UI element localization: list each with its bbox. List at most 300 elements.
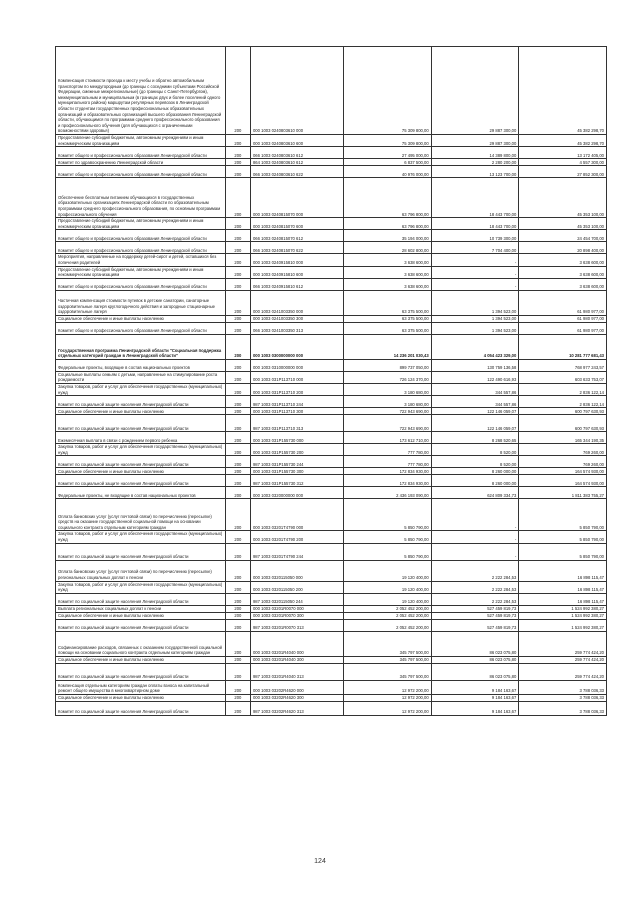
- row-remaining-cell: 1 524 992 380,27: [519, 605, 607, 612]
- row-code-cell: 200: [225, 581, 250, 593]
- table-row: [56, 396, 607, 408]
- row-remaining-cell: 769 260,00: [519, 456, 607, 468]
- row-approved-cell: 2 436 193 090,00: [344, 487, 432, 499]
- row-executed-cell: 624 809 334,73: [431, 487, 519, 499]
- row-name-cell: Комитет по социальной защите населения Ленинградской области: [56, 415, 226, 432]
- table-row: [56, 468, 607, 475]
- row-code-cell: 200: [225, 396, 250, 408]
- row-code-cell: 200: [225, 254, 250, 266]
- row-classification-cell: 000 1003 03202R4620 300: [250, 694, 343, 701]
- row-name-cell: Комитет общего и профессионального образования Ленинградской области: [56, 278, 226, 290]
- row-name-cell: Комитет по социальной защите населения Ленинградской области: [56, 396, 226, 408]
- table-row: [56, 701, 607, 715]
- row-code-cell: 200: [225, 531, 250, 543]
- row-approved-cell: 5 850 790,00: [344, 543, 432, 560]
- row-name-cell: Социальное обеспечение и иные выплаты населению: [56, 656, 226, 663]
- table-row: [56, 694, 607, 701]
- table-row: [56, 322, 607, 334]
- row-code-cell: 200: [225, 266, 250, 278]
- table-row: [56, 456, 607, 468]
- row-classification-cell: 000 1003 0300000000 000: [250, 334, 343, 359]
- row-remaining-cell: 2 836 122,14: [519, 396, 607, 408]
- row-approved-cell: 12 972 200,00: [344, 680, 432, 694]
- row-executed-cell: -: [431, 531, 519, 543]
- row-executed-cell: 13 123 700,00: [431, 166, 519, 178]
- row-approved-cell: 63 375 500,00: [344, 322, 432, 334]
- table-row: [56, 290, 607, 315]
- row-approved-cell: 3 638 600,00: [344, 266, 432, 278]
- row-code-cell: 200: [225, 612, 250, 619]
- row-approved-cell: 63 796 800,00: [344, 178, 432, 218]
- row-remaining-cell: 1 524 992 380,27: [519, 612, 607, 619]
- table-row: [56, 371, 607, 383]
- page-number: 124: [314, 858, 326, 865]
- row-approved-cell: 726 124 370,00: [344, 371, 432, 383]
- row-name-cell: Социальное обеспечение и иные выплаты населению: [56, 468, 226, 475]
- table-row: [56, 531, 607, 543]
- row-remaining-cell: 10 281 777 681,43: [519, 334, 607, 359]
- row-name-cell: Закупка товаров, работ и услуг для обеспечения государственных (муниципальных) нужд: [56, 383, 226, 395]
- row-classification-cell: 000 1003 0240815070 000: [250, 178, 343, 218]
- row-code-cell: 200: [225, 408, 250, 415]
- row-classification-cell: 000 1003 03201Т4790 000: [250, 499, 343, 531]
- row-remaining-cell: 3 788 036,33: [519, 701, 607, 715]
- row-executed-cell: 29 887 300,00: [431, 135, 519, 147]
- row-executed-cell: 8 268 520,65: [431, 432, 519, 444]
- row-classification-cell: 987 1003 03201R4040 313: [250, 663, 343, 680]
- row-remaining-cell: 61 980 977,00: [519, 290, 607, 315]
- row-executed-cell: 122 146 059,07: [431, 415, 519, 432]
- row-remaining-cell: 3 788 036,33: [519, 694, 607, 701]
- table-row: [56, 663, 607, 680]
- row-name-cell: Закупка товаров, работ и услуг для обеспечения государственных (муниципальных) нужд: [56, 444, 226, 456]
- table-row: [56, 135, 607, 147]
- row-remaining-cell: 603 633 753,07: [519, 371, 607, 383]
- table-row: [56, 487, 607, 499]
- row-executed-cell: -: [431, 266, 519, 278]
- row-remaining-cell: 16 898 115,47: [519, 560, 607, 581]
- row-code-cell: 200: [225, 371, 250, 383]
- row-executed-cell: 2 280 200,00: [431, 159, 519, 166]
- row-classification-cell: 000 1003 031P155730 000: [250, 432, 343, 444]
- row-name-cell: Государственная программа Ленинградской области "Социальная поддержка отдельных категорий граждан в Ленинградской области": [56, 334, 226, 359]
- table-row: [56, 656, 607, 663]
- row-remaining-cell: 3 788 036,33: [519, 680, 607, 694]
- row-remaining-cell: 5 850 790,00: [519, 499, 607, 531]
- row-classification-cell: 987 1003 0320115050 244: [250, 593, 343, 605]
- row-approved-cell: 3 180 680,00: [344, 396, 432, 408]
- row-code-cell: 200: [225, 593, 250, 605]
- row-approved-cell: 2 052 452 200,00: [344, 619, 432, 631]
- row-name-cell: Федеральные проекты, не входящие в состав национальных проектов: [56, 487, 226, 499]
- row-executed-cell: 86 023 075,80: [431, 663, 519, 680]
- table-row: [56, 166, 607, 178]
- row-name-cell: Комитет по социальной защите населения Ленинградской области: [56, 475, 226, 487]
- row-classification-cell: 000 1003 0240915810 000: [250, 254, 343, 266]
- row-remaining-cell: 1 524 992 380,27: [519, 619, 607, 631]
- row-classification-cell: 987 1003 03202R4620 313: [250, 701, 343, 715]
- row-executed-cell: 9 184 163,67: [431, 680, 519, 694]
- row-name-cell: Комитет по социальной защите населения Ленинградской области: [56, 619, 226, 631]
- row-code-cell: 200: [225, 230, 250, 242]
- row-name-cell: Закупка товаров, работ и услуг для обеспечения государственных (муниципальных) нужд: [56, 531, 226, 543]
- row-classification-cell: 000 1003 0241003350 000: [250, 290, 343, 315]
- table-row: [56, 415, 607, 432]
- row-executed-cell: 7 704 400,00: [431, 242, 519, 254]
- row-executed-cell: 1 394 523,00: [431, 322, 519, 334]
- table-row: [56, 254, 607, 266]
- row-executed-cell: 344 557,86: [431, 383, 519, 395]
- row-classification-cell: 000 1003 03202R4620 000: [250, 680, 343, 694]
- table-row: [56, 159, 607, 166]
- row-executed-cell: 8 260 000,00: [431, 468, 519, 475]
- row-executed-cell: 527 459 819,73: [431, 612, 519, 619]
- row-approved-cell: 722 943 690,00: [344, 408, 432, 415]
- row-remaining-cell: 61 980 977,00: [519, 315, 607, 322]
- row-classification-cell: 000 1003 0320115050 000: [250, 560, 343, 581]
- row-code-cell: 200: [225, 605, 250, 612]
- row-executed-cell: -: [431, 543, 519, 560]
- row-executed-cell: 9 184 163,67: [431, 694, 519, 701]
- table-row: [56, 499, 607, 531]
- row-name-cell: Социальные выплаты семьям с детьми, направленные на стимулирование роста рождаемости: [56, 371, 226, 383]
- row-executed-cell: 8 260 000,00: [431, 475, 519, 487]
- row-approved-cell: 28 602 800,00: [344, 242, 432, 254]
- row-classification-cell: 000 1003 0241003350 300: [250, 315, 343, 322]
- row-name-cell: Мероприятия, направленные на поддержку детей-сирот и детей, оставшихся без попечения родителей: [56, 254, 226, 266]
- budget-table: [55, 46, 607, 716]
- row-remaining-cell: 769 260,00: [519, 444, 607, 456]
- row-remaining-cell: 61 980 977,00: [519, 322, 607, 334]
- row-executed-cell: -: [431, 254, 519, 266]
- row-code-cell: 200: [225, 631, 250, 656]
- table-row: [56, 612, 607, 619]
- row-code-cell: 200: [225, 334, 250, 359]
- row-code-cell: 200: [225, 475, 250, 487]
- row-name-cell: Ежемесячная выплата в связи с рождением первого ребенка: [56, 432, 226, 444]
- row-code-cell: 200: [225, 468, 250, 475]
- row-code-cell: 200: [225, 456, 250, 468]
- row-name-cell: Обеспечение бесплатным питанием обучающихся в государственных образовательных организациях Ленинградской области по образовательным программам среднего профессионального образования, по основным программам профессионального обучения: [56, 178, 226, 218]
- row-approved-cell: 12 972 200,00: [344, 701, 432, 715]
- row-approved-cell: 345 797 500,00: [344, 663, 432, 680]
- row-executed-cell: 4 054 423 329,00: [431, 334, 519, 359]
- row-classification-cell: 000 1003 03201R4040 000: [250, 631, 343, 656]
- row-classification-cell: 000 1003 03201R0070 000: [250, 605, 343, 612]
- row-classification-cell: 000 1003 0240803610 000: [250, 47, 343, 135]
- table-row: [56, 543, 607, 560]
- row-remaining-cell: 259 774 424,20: [519, 663, 607, 680]
- row-executed-cell: 122 490 616,93: [431, 371, 519, 383]
- row-executed-cell: 29 887 300,00: [431, 47, 519, 135]
- row-code-cell: 200: [225, 701, 250, 715]
- row-name-cell: Комитет общего и профессионального образования Ленинградской области: [56, 230, 226, 242]
- row-name-cell: Закупка товаров, работ и услуг для обеспечения государственных (муниципальных) нужд: [56, 581, 226, 593]
- table-row: [56, 266, 607, 278]
- row-name-cell: Социальное обеспечение и иные выплаты населению: [56, 612, 226, 619]
- row-remaining-cell: 45 382 298,70: [519, 47, 607, 135]
- budget-table-body: [56, 47, 607, 716]
- table-row: [56, 47, 607, 135]
- row-remaining-cell: 768 977 243,57: [519, 359, 607, 371]
- row-code-cell: 200: [225, 147, 250, 159]
- row-executed-cell: 527 459 819,73: [431, 605, 519, 612]
- row-remaining-cell: 20 898 400,00: [519, 242, 607, 254]
- row-executed-cell: 2 222 284,53: [431, 581, 519, 593]
- row-approved-cell: 777 780,00: [344, 456, 432, 468]
- row-name-cell: Комитет общего и профессионального образования Ленинградской области: [56, 147, 226, 159]
- row-code-cell: 200: [225, 444, 250, 456]
- row-executed-cell: 10 739 300,00: [431, 230, 519, 242]
- row-code-cell: 200: [225, 47, 250, 135]
- row-name-cell: Комитет по социальной защите населения Ленинградской области: [56, 543, 226, 560]
- table-row: [56, 631, 607, 656]
- row-code-cell: 200: [225, 135, 250, 147]
- row-remaining-cell: 5 850 790,00: [519, 531, 607, 543]
- row-executed-cell: 122 146 059,07: [431, 408, 519, 415]
- row-remaining-cell: 164 574 930,00: [519, 475, 607, 487]
- row-approved-cell: 2 052 452 200,00: [344, 605, 432, 612]
- row-remaining-cell: 45 382 298,70: [519, 135, 607, 147]
- table-row: [56, 560, 607, 581]
- row-remaining-cell: 1 811 383 755,27: [519, 487, 607, 499]
- row-approved-cell: 19 120 400,00: [344, 581, 432, 593]
- row-name-cell: Компенсация отдельным категориям граждан оплаты взноса на капитальный ремонт общего имущества в многоквартирном доме: [56, 680, 226, 694]
- row-classification-cell: 987 1003 031P113710 244: [250, 396, 343, 408]
- row-approved-cell: 6 837 500,00: [344, 159, 432, 166]
- row-classification-cell: 000 1003 03201R0070 300: [250, 612, 343, 619]
- table-row: [56, 605, 607, 612]
- row-code-cell: 200: [225, 694, 250, 701]
- row-name-cell: Федеральные проекты, входящие в состав национальных проектов: [56, 359, 226, 371]
- row-name-cell: Софинансирование расходов, связанных с оказанием государственной социальной помощи на основании социального контракта отдельным категориям граждан: [56, 631, 226, 656]
- row-name-cell: Комитет общего и профессионального образования Ленинградской области: [56, 322, 226, 334]
- row-name-cell: Компенсация стоимости проезда к месту учебы и обратно автомобильным транспортом по междугородным (до границы с соседними субъектами Российской Федерации, смежные межрегиональные) (до границы с Санкт-Петербургом), межмуниципальным и муниципальным (в границах двух и более поселений одного муниципального района) маршрутам регулярных перевозок в Ленинградской области студентам государственных профессиональных образовательных организаций и образовательных организаций высшего образования Ленинградской области, обучающимся по программам среднего профессионального образования и профессионального обучения (для обучающихся с ограниченными возможностями здоровья): [56, 47, 226, 135]
- row-code-cell: 200: [225, 415, 250, 432]
- row-code-cell: 200: [225, 560, 250, 581]
- row-name-cell: Предоставление субсидий бюджетным, автономным учреждениям и иным некоммерческим организациям: [56, 266, 226, 278]
- row-executed-cell: 86 023 075,80: [431, 656, 519, 663]
- row-remaining-cell: 45 353 100,00: [519, 218, 607, 230]
- row-executed-cell: -: [431, 499, 519, 531]
- row-classification-cell: 000 1003 031P113710 300: [250, 408, 343, 415]
- table-row: [56, 408, 607, 415]
- row-classification-cell: 000 1003 03201R4040 300: [250, 656, 343, 663]
- row-name-cell: Комитет по социальной защите населения Ленинградской области: [56, 701, 226, 715]
- row-code-cell: 200: [225, 278, 250, 290]
- table-row: [56, 581, 607, 593]
- row-classification-cell: 000 1003 0240915810 600: [250, 266, 343, 278]
- row-classification-cell: 000 1003 031P113710 200: [250, 383, 343, 395]
- row-classification-cell: 066 1003 0240815070 622: [250, 242, 343, 254]
- row-approved-cell: 27 495 000,00: [344, 147, 432, 159]
- row-name-cell: Социальное обеспечение и иные выплаты населению: [56, 694, 226, 701]
- row-approved-cell: 3 638 600,00: [344, 278, 432, 290]
- row-code-cell: 200: [225, 159, 250, 166]
- table-row: [56, 475, 607, 487]
- row-executed-cell: 2 222 284,53: [431, 593, 519, 605]
- row-approved-cell: 3 180 680,00: [344, 383, 432, 395]
- row-classification-cell: 066 1003 0240803610 612: [250, 147, 343, 159]
- row-name-cell: Социальное обеспечение и иные выплаты населению: [56, 408, 226, 415]
- table-row: [56, 278, 607, 290]
- row-approved-cell: 63 375 500,00: [344, 315, 432, 322]
- row-executed-cell: 14 389 800,00: [431, 147, 519, 159]
- row-code-cell: 200: [225, 656, 250, 663]
- table-row: [56, 619, 607, 631]
- table-row: [56, 383, 607, 395]
- row-classification-cell: 987 1003 03201R0070 313: [250, 619, 343, 631]
- row-code-cell: 200: [225, 178, 250, 218]
- row-code-cell: 200: [225, 499, 250, 531]
- row-approved-cell: 2 052 452 200,00: [344, 612, 432, 619]
- row-name-cell: Частичная компенсация стоимости путевок в детские санатории, санаторные оздоровительные лагеря круглогодичного действия и загородные стационарные оздоровительные лагеря: [56, 290, 226, 315]
- row-remaining-cell: 16 898 115,47: [519, 581, 607, 593]
- row-approved-cell: 722 943 690,00: [344, 415, 432, 432]
- row-remaining-cell: 24 454 700,00: [519, 230, 607, 242]
- row-name-cell: Оплата банковских услуг (услуг почтовой связи) по перечислению (пересылке) средств на оказание государственной социальной помощи на основании социального контракта отдельным категориям граждан: [56, 499, 226, 531]
- row-remaining-cell: 259 774 424,20: [519, 631, 607, 656]
- row-code-cell: 200: [225, 543, 250, 560]
- row-classification-cell: 066 1003 0240803610 622: [250, 166, 343, 178]
- row-executed-cell: -: [431, 278, 519, 290]
- row-remaining-cell: 2 836 122,14: [519, 383, 607, 395]
- row-code-cell: 200: [225, 487, 250, 499]
- row-code-cell: 200: [225, 680, 250, 694]
- row-remaining-cell: 16 898 115,47: [519, 593, 607, 605]
- row-remaining-cell: 5 850 790,00: [519, 543, 607, 560]
- row-executed-cell: 8 520,00: [431, 456, 519, 468]
- row-name-cell: Предоставление субсидий бюджетным, автономным учреждениям и иным некоммерческим организациям: [56, 135, 226, 147]
- row-classification-cell: 066 1003 0241003350 313: [250, 322, 343, 334]
- row-classification-cell: 987 1003 031P155730 312: [250, 475, 343, 487]
- row-name-cell: Предоставление субсидий бюджетным, автономным учреждениям и иным некоммерческим организациям: [56, 218, 226, 230]
- row-executed-cell: 86 023 075,80: [431, 631, 519, 656]
- row-classification-cell: 000 1003 031P155730 200: [250, 444, 343, 456]
- row-remaining-cell: 600 797 630,93: [519, 408, 607, 415]
- row-remaining-cell: 45 353 100,00: [519, 178, 607, 218]
- row-classification-cell: 987 1003 031P155730 244: [250, 456, 343, 468]
- row-remaining-cell: 27 852 300,00: [519, 166, 607, 178]
- table-row: [56, 680, 607, 694]
- row-approved-cell: 63 796 800,00: [344, 218, 432, 230]
- row-executed-cell: 1 394 523,00: [431, 290, 519, 315]
- row-code-cell: 200: [225, 166, 250, 178]
- row-approved-cell: 899 737 050,00: [344, 359, 432, 371]
- row-approved-cell: 345 797 500,00: [344, 656, 432, 663]
- row-executed-cell: 130 759 136,58: [431, 359, 519, 371]
- row-approved-cell: 40 976 000,00: [344, 166, 432, 178]
- row-approved-cell: 5 850 790,00: [344, 531, 432, 543]
- row-executed-cell: 527 459 819,73: [431, 619, 519, 631]
- row-remaining-cell: 165 344 190,35: [519, 432, 607, 444]
- row-remaining-cell: 600 797 630,93: [519, 415, 607, 432]
- row-code-cell: 200: [225, 619, 250, 631]
- row-approved-cell: 172 834 930,00: [344, 468, 432, 475]
- row-name-cell: Комитет по социальной защите населения Ленинградской области: [56, 663, 226, 680]
- row-executed-cell: 18 443 700,00: [431, 218, 519, 230]
- table-row: [56, 218, 607, 230]
- row-approved-cell: 75 309 800,00: [344, 47, 432, 135]
- row-remaining-cell: 3 638 600,00: [519, 266, 607, 278]
- row-approved-cell: 63 375 500,00: [344, 290, 432, 315]
- row-code-cell: 200: [225, 315, 250, 322]
- table-row: [56, 178, 607, 218]
- row-classification-cell: 000 1003 0310000000 000: [250, 359, 343, 371]
- row-executed-cell: 8 520,00: [431, 444, 519, 456]
- row-name-cell: Комитет по здравоохранению Ленинградской области: [56, 159, 226, 166]
- row-approved-cell: 75 309 800,00: [344, 135, 432, 147]
- row-remaining-cell: 164 574 930,00: [519, 468, 607, 475]
- row-classification-cell: 987 1003 03201Т4790 244: [250, 543, 343, 560]
- table-row: [56, 242, 607, 254]
- row-code-cell: 200: [225, 218, 250, 230]
- row-code-cell: 200: [225, 432, 250, 444]
- row-executed-cell: 2 222 284,53: [431, 560, 519, 581]
- row-executed-cell: 9 184 163,67: [431, 701, 519, 715]
- row-remaining-cell: 3 638 600,00: [519, 278, 607, 290]
- row-name-cell: Выплата региональных социальных доплат к пенсии: [56, 605, 226, 612]
- row-classification-cell: 066 1003 0240915810 612: [250, 278, 343, 290]
- row-classification-cell: 987 1003 031P113710 313: [250, 415, 343, 432]
- row-approved-cell: 172 834 930,00: [344, 475, 432, 487]
- row-code-cell: 200: [225, 290, 250, 315]
- row-classification-cell: 000 1003 03201Т4790 200: [250, 531, 343, 543]
- row-approved-cell: 19 120 400,00: [344, 593, 432, 605]
- row-approved-cell: 3 638 600,00: [344, 254, 432, 266]
- row-executed-cell: 18 443 700,00: [431, 178, 519, 218]
- row-approved-cell: 35 194 000,00: [344, 230, 432, 242]
- row-approved-cell: 345 797 500,00: [344, 631, 432, 656]
- row-name-cell: Комитет по социальной защите населения Ленинградской области: [56, 593, 226, 605]
- row-name-cell: Социальное обеспечение и иные выплаты населению: [56, 315, 226, 322]
- row-classification-cell: 066 1003 0240815070 612: [250, 230, 343, 242]
- row-classification-cell: 000 1003 0240815070 600: [250, 218, 343, 230]
- row-code-cell: 200: [225, 322, 250, 334]
- table-row: [56, 359, 607, 371]
- row-approved-cell: 12 972 200,00: [344, 694, 432, 701]
- table-row: [56, 593, 607, 605]
- row-approved-cell: 19 120 400,00: [344, 560, 432, 581]
- table-row: [56, 444, 607, 456]
- row-name-cell: Комитет общего и профессионального образования Ленинградской области: [56, 166, 226, 178]
- row-name-cell: Оплата банковских услуг (услуг почтовой связи) по перечислению (пересылке) региональных социальных доплат к пенсии: [56, 560, 226, 581]
- row-classification-cell: 000 1003 031P113710 000: [250, 371, 343, 383]
- row-code-cell: 200: [225, 383, 250, 395]
- row-code-cell: 200: [225, 359, 250, 371]
- row-approved-cell: 5 850 790,00: [344, 499, 432, 531]
- row-remaining-cell: 259 774 424,20: [519, 656, 607, 663]
- row-remaining-cell: 3 638 600,00: [519, 254, 607, 266]
- row-name-cell: Комитет общего и профессионального образования Ленинградской области: [56, 242, 226, 254]
- row-executed-cell: 344 557,86: [431, 396, 519, 408]
- table-row: [56, 432, 607, 444]
- table-row: [56, 334, 607, 359]
- row-classification-cell: 000 1003 0320000000 000: [250, 487, 343, 499]
- row-classification-cell: 864 1003 0240803610 612: [250, 159, 343, 166]
- row-classification-cell: 000 1003 0240803610 600: [250, 135, 343, 147]
- row-approved-cell: 173 612 710,00: [344, 432, 432, 444]
- table-row: [56, 230, 607, 242]
- row-code-cell: 200: [225, 242, 250, 254]
- row-approved-cell: 777 780,00: [344, 444, 432, 456]
- row-classification-cell: 000 1003 031P155730 300: [250, 468, 343, 475]
- table-row: [56, 315, 607, 322]
- row-approved-cell: 14 236 201 030,43: [344, 334, 432, 359]
- table-row: [56, 147, 607, 159]
- row-classification-cell: 000 1003 0320115050 200: [250, 581, 343, 593]
- row-code-cell: 200: [225, 663, 250, 680]
